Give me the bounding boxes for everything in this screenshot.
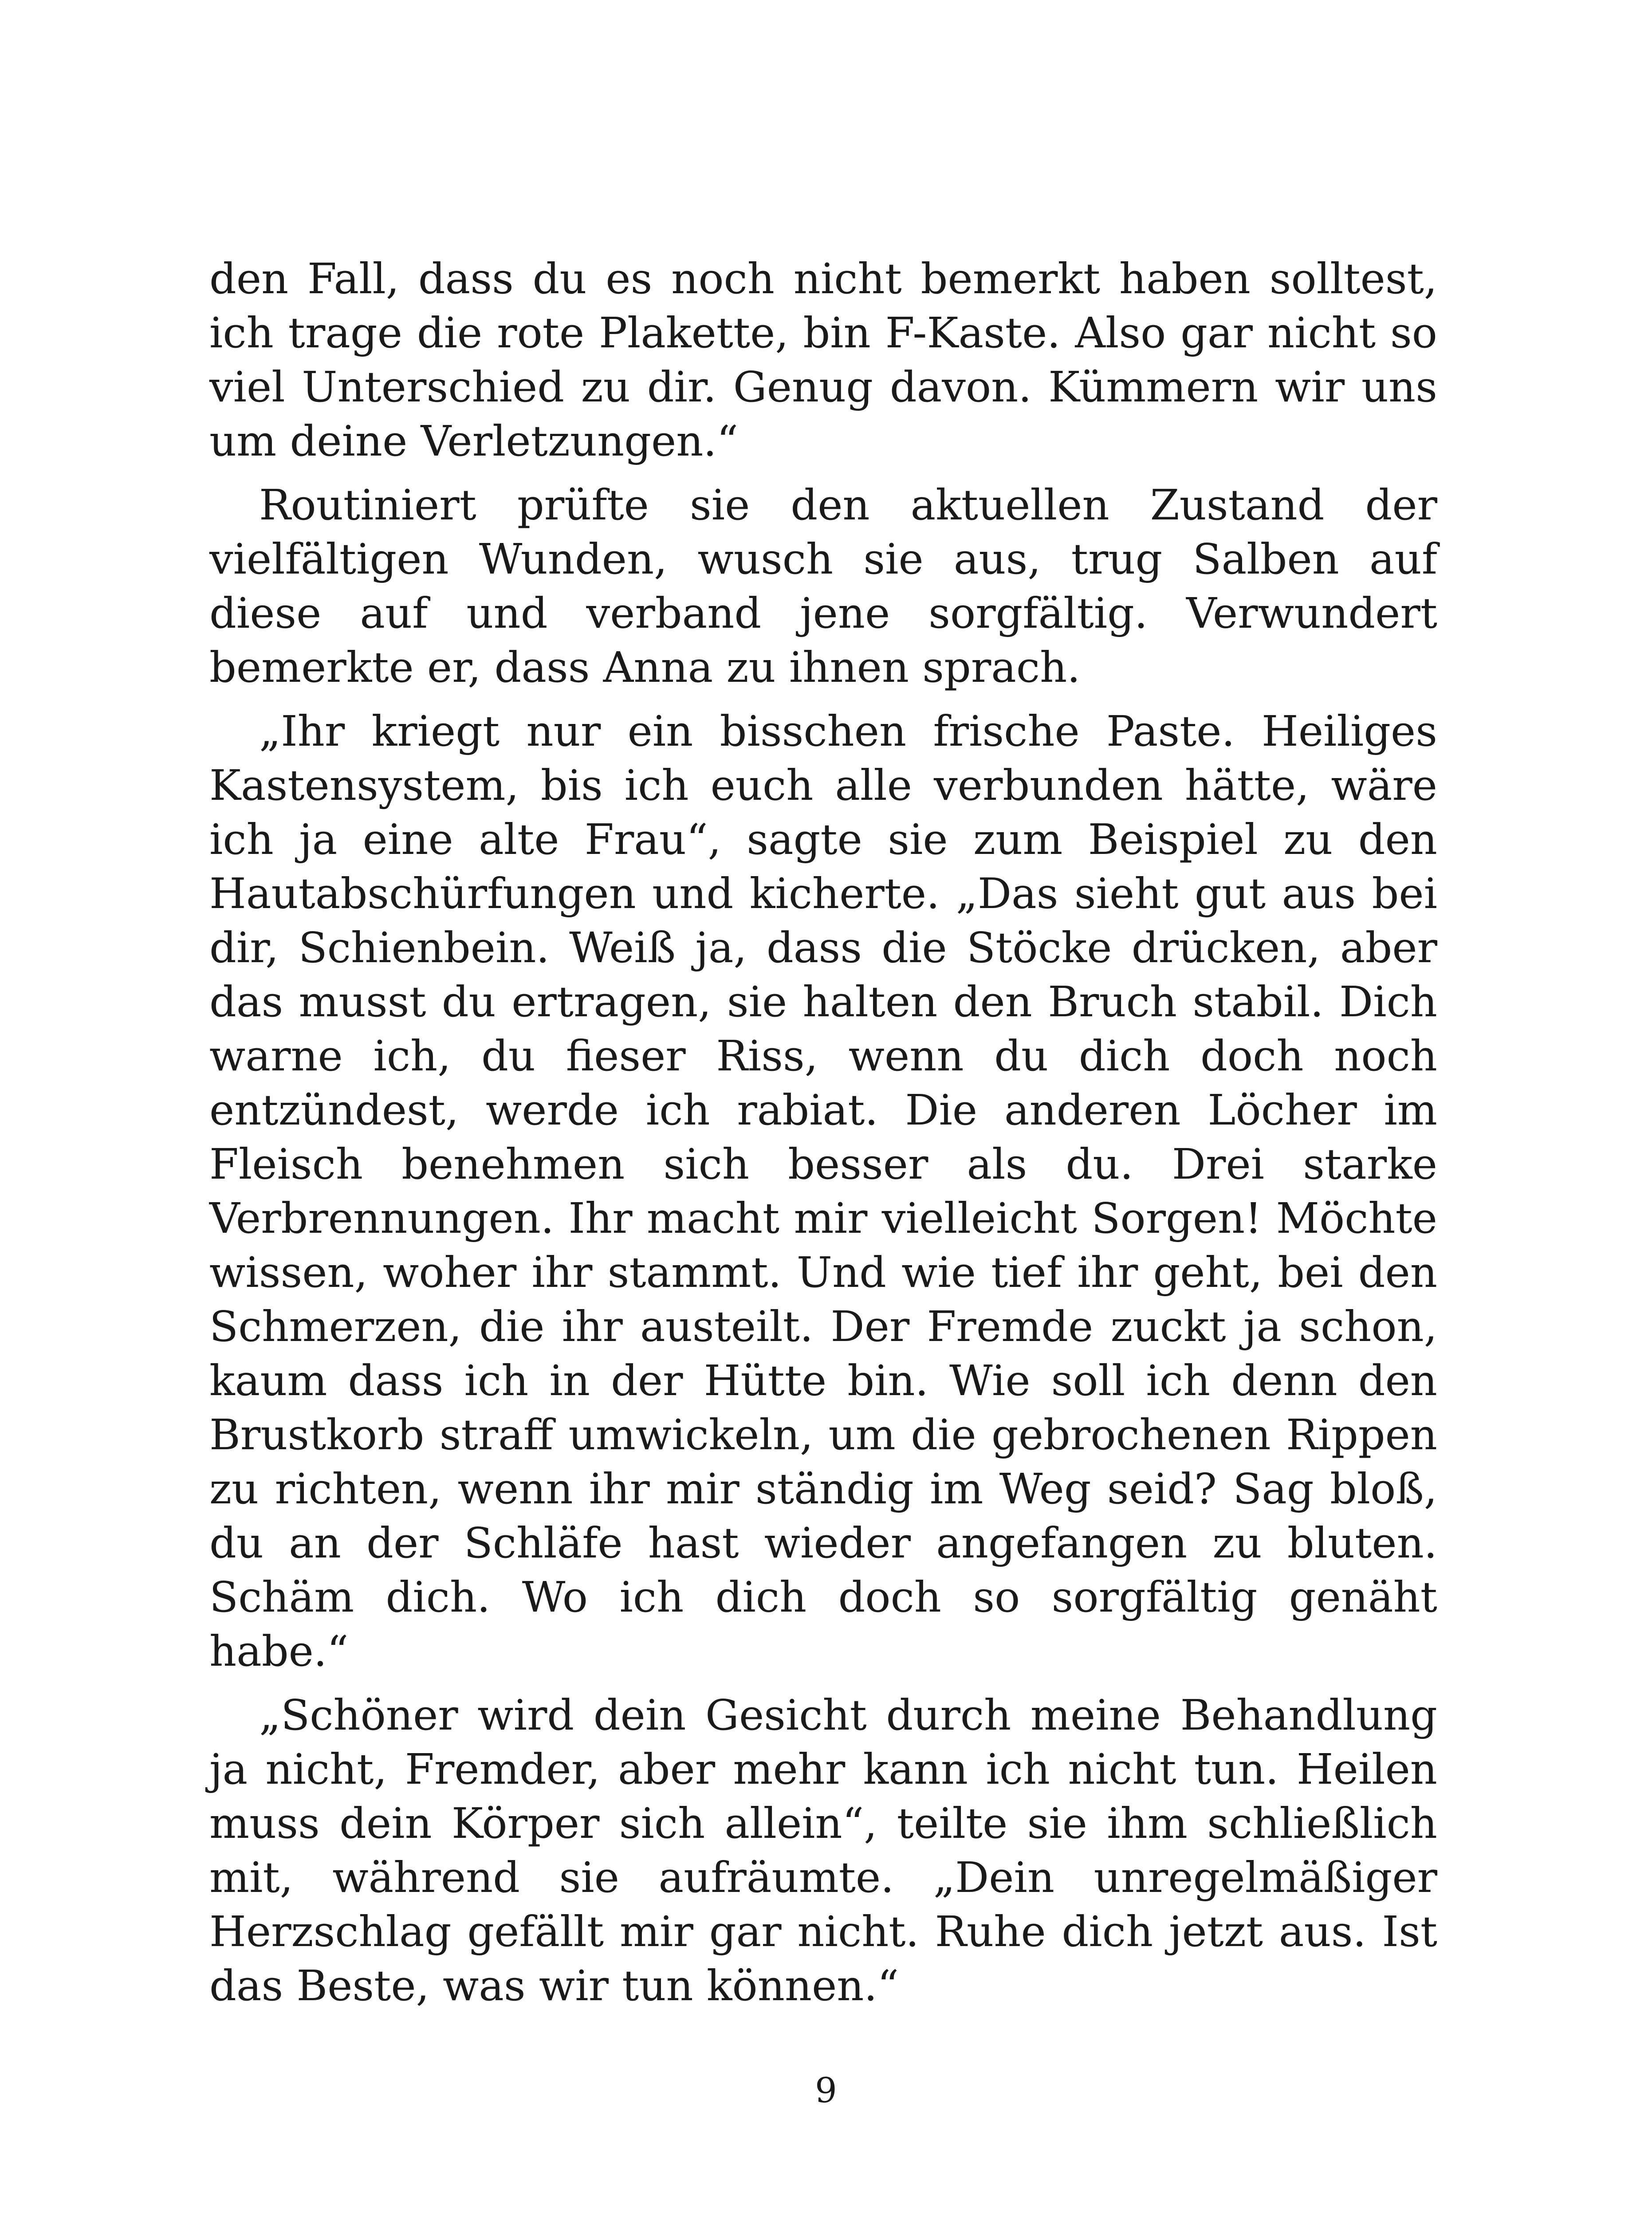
page-number: 9 <box>815 2071 837 2111</box>
body-text <box>209 252 1437 2013</box>
paragraph: „Schöner wird dein Gesicht durch meine Behandlung ja nicht, Fremder, aber mehr kann ich nicht tun. Heilen muss dein Körper sich allein“, teilte sie ihm schließlich mit, während sie aufräumte. „Dein unregelmäßiger Herzschlag gefällt mir gar nicht. Ruhe dich jetzt aus. Ist das Beste, was wir tun können.“ <box>209 1691 1437 2010</box>
paragraph-continued: den Fall, dass du es noch nicht bemerkt haben solltest, ich trage die rote Plakette, bin F-Kaste. Also gar nicht so viel Unterschied zu dir. Genug davon. Kümmern wir uns um deine Verletzungen.“ <box>209 255 1437 466</box>
paragraph: „Ihr kriegt nur ein bisschen frische Paste. Heiliges Kastensystem, bis ich euch alle verbunden hätte, wäre ich ja eine alte Frau“, sagte sie zum Beispiel zu den Hautabschürfungen und kicherte. „Das sieht gut aus bei dir, Schienbein. Weiß ja, dass die Stöcke drücken, aber das musst du ertragen, sie halten den Bruch stabil. Dich warne ich, du fieser Riss, wenn du dich doch noch entzündest, werde ich rabiat. Die anderen Löcher im Fleisch benehmen sich besser als du. Drei starke Verbrennungen. Ihr macht mir vielleicht Sorgen! Möchte wissen, woher ihr stammt. Und wie tief ihr geht, bei den Schmerzen, die ihr austeilt. Der Fremde zuckt ja schon, kaum dass ich in der Hütte bin. Wie soll ich denn den Brustkorb straff umwickeln, um die gebrochenen Rippen zu richten, wenn ihr mir ständig im Weg seid? Sag bloß, du an der Schläfe hast wieder angefangen zu bluten. Schäm dich. Wo ich dich doch so sorgfältig genäht habe.“ <box>209 707 1437 1676</box>
paragraph: Routiniert prüfte sie den aktuellen Zustand der vielfältigen Wunden, wusch sie aus, trug Salben auf diese auf und verband jene sorgfältig. Verwundert bemerkte er, dass Anna zu ihnen sprach. <box>209 481 1437 692</box>
